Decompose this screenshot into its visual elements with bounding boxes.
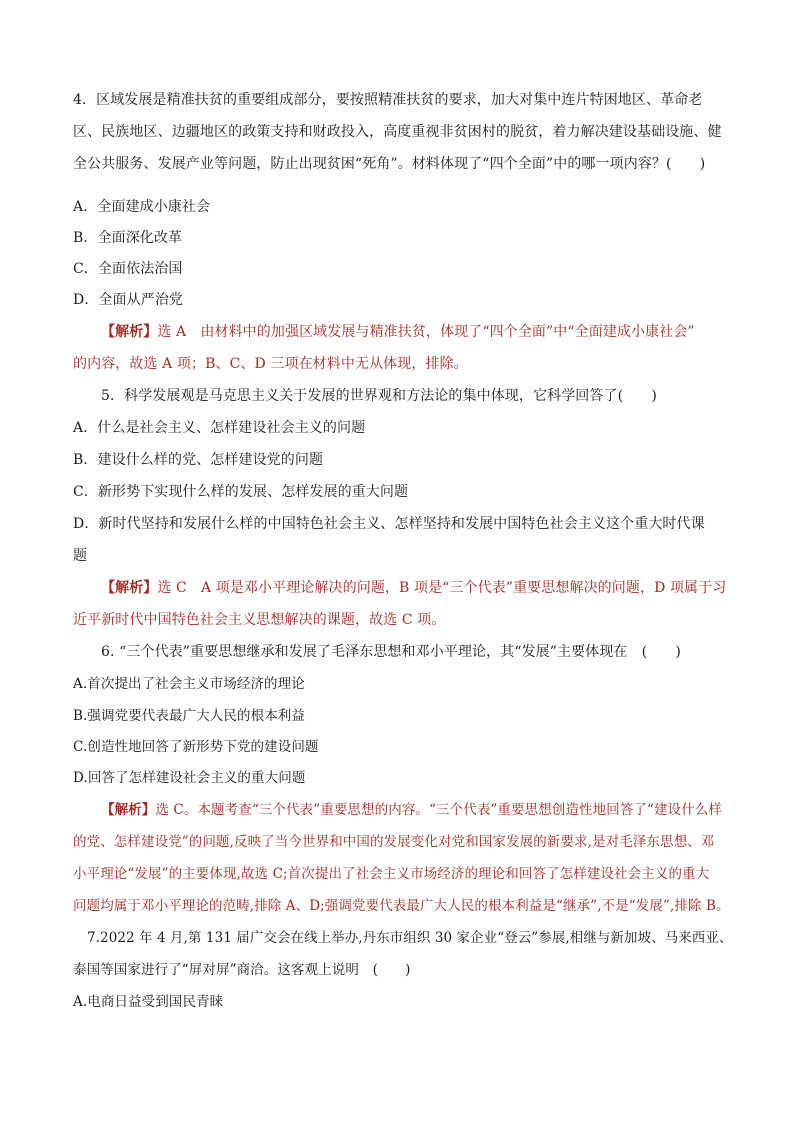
q4-analysis-text-1: 选 A 由材料中的加强区域发展与精准扶贫，体现了“四个全面”中“全面建成小康社会”	[157, 324, 695, 340]
q5-analysis-tag: 【解析】	[101, 580, 158, 596]
q5-analysis-line-2: 近平新时代中国特色社会主义思想解决的课题，故选 C 项。	[73, 612, 446, 628]
q5-option-a: A．什么是社会主义、怎样建设社会主义的问题	[73, 420, 366, 436]
q4-analysis-tag: 【解析】	[101, 324, 158, 340]
q6-analysis-line-1	[101, 800, 733, 820]
q4-option-b: B．全面深化改革	[73, 230, 183, 246]
q6-option-c: C.创造性地回答了新形势下党的建设问题	[73, 739, 319, 755]
q6-option-a: A.首次提出了社会主义市场经济的理论	[73, 676, 305, 692]
q6-option-b: B.强调党要代表最广大人民的根本利益	[73, 708, 306, 724]
q6-analysis-line-2: 的党、怎样建设党”的问题,反映了当今世界和中国的发展变化对党和国家发展的新要求,是对毛泽东思想、邓	[73, 834, 715, 850]
q4-option-a: A．全面建成小康社会	[73, 199, 211, 215]
q5-option-d-line-1: D．新时代坚持和发展什么样的中国特色社会主义、怎样坚持和发展中国特色社会主义这个重大时代课	[73, 516, 705, 532]
q4-stem-line-3: 全公共服务、发展产业等问题，防止出现贫困“死角”。材料体现了“四个全面”中的哪一项内容？( )	[73, 156, 706, 172]
q4-analysis-line-1	[101, 322, 733, 342]
q6-analysis-text-1: 选 C。本题考查“三个代表”重要思想的内容。“三个代表”重要思想创造性地回答了“建设什么样	[155, 802, 723, 818]
q7-stem-line-1: 7.2022 年 4 月,第 131 届广交会在线上举办,丹东市组织 30 家企业“登云”参展,相继与新加坡、马来西亚、	[87, 930, 733, 946]
q6-option-d: D.回答了怎样建设社会主义的重大问题	[73, 770, 306, 786]
q4-stem-line-2: 区、民族地区、边疆地区的政策支持和财政投入，高度重视非贫困村的脱贫，着力解决建设基础设施、健	[73, 124, 722, 140]
q5-analysis-line-1	[101, 578, 733, 598]
q4-option-c: C．全面依法治国	[73, 261, 183, 277]
q7-stem-line-2: 泰国等国家进行了“屏对屏”商洽。这客观上说明 ( )	[73, 962, 411, 978]
q6-stem-line-1: 6. “三个代表”重要思想继承和发展了毛泽东思想和邓小平理论，其“发展”主要体现在 ( )	[101, 644, 681, 660]
q5-stem-line-1: 5．科学发展观是马克思主义关于发展的世界观和方法论的集中体现，它科学回答了( )	[101, 388, 657, 404]
q5-option-b: B．建设什么样的党、怎样建设党的问题	[73, 452, 324, 468]
q5-option-c: C．新形势下实现什么样的发展、怎样发展的重大问题	[73, 484, 409, 500]
q4-option-d: D．全面从严治党	[73, 292, 184, 308]
q6-analysis-tag: 【解析】	[101, 802, 156, 818]
q4-analysis-line-2: 的内容，故选 A 项；B、C、D 三项在材料中无从体现，排除。	[73, 356, 468, 372]
q5-analysis-text-1: 选 C A 项是邓小平理论解决的问题，B 项是“三个代表”重要思想解决的问题，D 项属于习	[157, 580, 727, 596]
q5-option-d-line-2: 题	[73, 548, 88, 564]
q6-analysis-line-4: 问题均属于邓小平理论的范畴,排除 A、D;强调党要代表最广大人民的根本利益是“继承”,不是“发展”,排除 B。	[73, 898, 730, 914]
q4-stem-line-1: 4．区域发展是精准扶贫的重要组成部分，要按照精准扶贫的要求，加大对集中连片特困地区、革命老	[73, 92, 703, 108]
q7-option-a: A.电商日益受到国民青睐	[73, 994, 224, 1010]
q6-analysis-line-3: 小平理论“发展”的主要体现,故选 C;首次提出了社会主义市场经济的理论和回答了怎样建设社会主义的重大	[73, 866, 710, 882]
